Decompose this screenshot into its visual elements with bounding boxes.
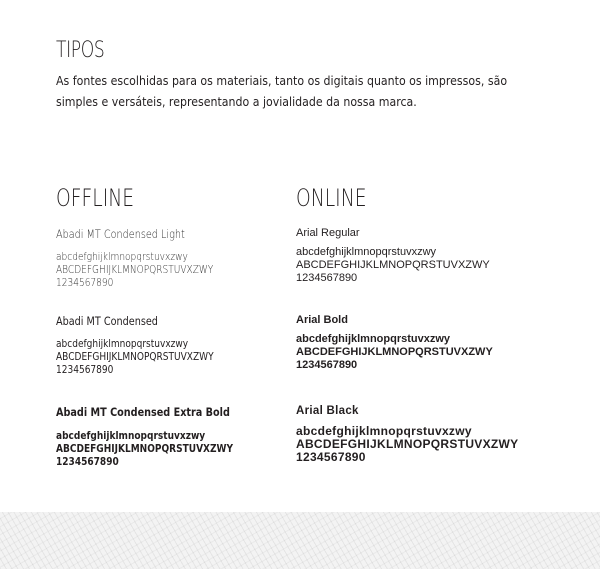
sample-digits: 1234567890 — [56, 363, 114, 376]
font-sample-arial-regular — [296, 246, 490, 285]
online-heading: ONLINE — [296, 184, 367, 212]
font-name-arial-black: Arial Black — [296, 405, 359, 417]
font-name-abadi-extrabold: Abadi MT Condensed Extra Bold — [56, 405, 230, 419]
font-sample-arial-black — [296, 425, 518, 464]
sample-uppercase: ABCDEFGHIJKLMNOPQRSTUVXZWY — [296, 346, 493, 358]
sample-lowercase: abcdefghijklmnopqrstuvxzwy — [56, 250, 188, 263]
page-title: TIPOS — [56, 38, 105, 63]
sample-lowercase: abcdefghijklmnopqrstuvxzwy — [56, 337, 189, 350]
sample-lowercase: abcdefghijklmnopqrstuvxzwy — [296, 424, 472, 438]
sample-digits: 1234567890 — [296, 450, 366, 464]
font-sample-arial-bold — [296, 333, 493, 372]
sample-digits: 1234567890 — [296, 272, 358, 284]
font-sample-abadi — [56, 337, 214, 376]
font-name-arial-regular: Arial Regular — [296, 227, 360, 239]
font-name-abadi-light: Abadi MT Condensed Light — [56, 227, 185, 241]
font-name-arial-bold: Arial Bold — [296, 314, 348, 326]
font-sample-abadi-extrabold — [56, 429, 233, 468]
decorative-pattern-band — [0, 512, 600, 569]
sample-digits: 1234567890 — [56, 276, 114, 289]
intro-line-1: As fontes escolhidas para os materiais, tanto os digitais quanto os impressos, são — [56, 73, 508, 88]
sample-lowercase: abcdefghijklmnopqrstuvxzwy — [296, 333, 451, 345]
sample-uppercase: ABCDEFGHIJKLMNOPQRSTUVXZWY — [296, 259, 490, 271]
sample-uppercase: ABCDEFGHIJKLMNOPQRSTUVXZWY — [56, 442, 234, 455]
sample-lowercase: abcdefghijklmnopqrstuvxzwy — [296, 246, 437, 258]
sample-digits: 1234567890 — [296, 359, 358, 371]
intro-line-2: simples e versáteis, representando a jovialidade da nossa marca. — [56, 94, 417, 109]
sample-uppercase: ABCDEFGHIJKLMNOPQRSTUVXZWY — [296, 437, 519, 451]
font-sample-abadi-light — [56, 250, 213, 289]
offline-heading: OFFLINE — [56, 184, 135, 212]
sample-uppercase: ABCDEFGHIJKLMNOPQRSTUVXZWY — [56, 350, 214, 363]
sample-uppercase: ABCDEFGHIJKLMNOPQRSTUVXZWY — [56, 263, 214, 276]
font-name-abadi: Abadi MT Condensed — [56, 314, 158, 328]
sample-digits: 1234567890 — [56, 455, 119, 468]
sample-lowercase: abcdefghijklmnopqrstuvxzwy — [56, 429, 206, 442]
intro-text — [56, 70, 526, 112]
